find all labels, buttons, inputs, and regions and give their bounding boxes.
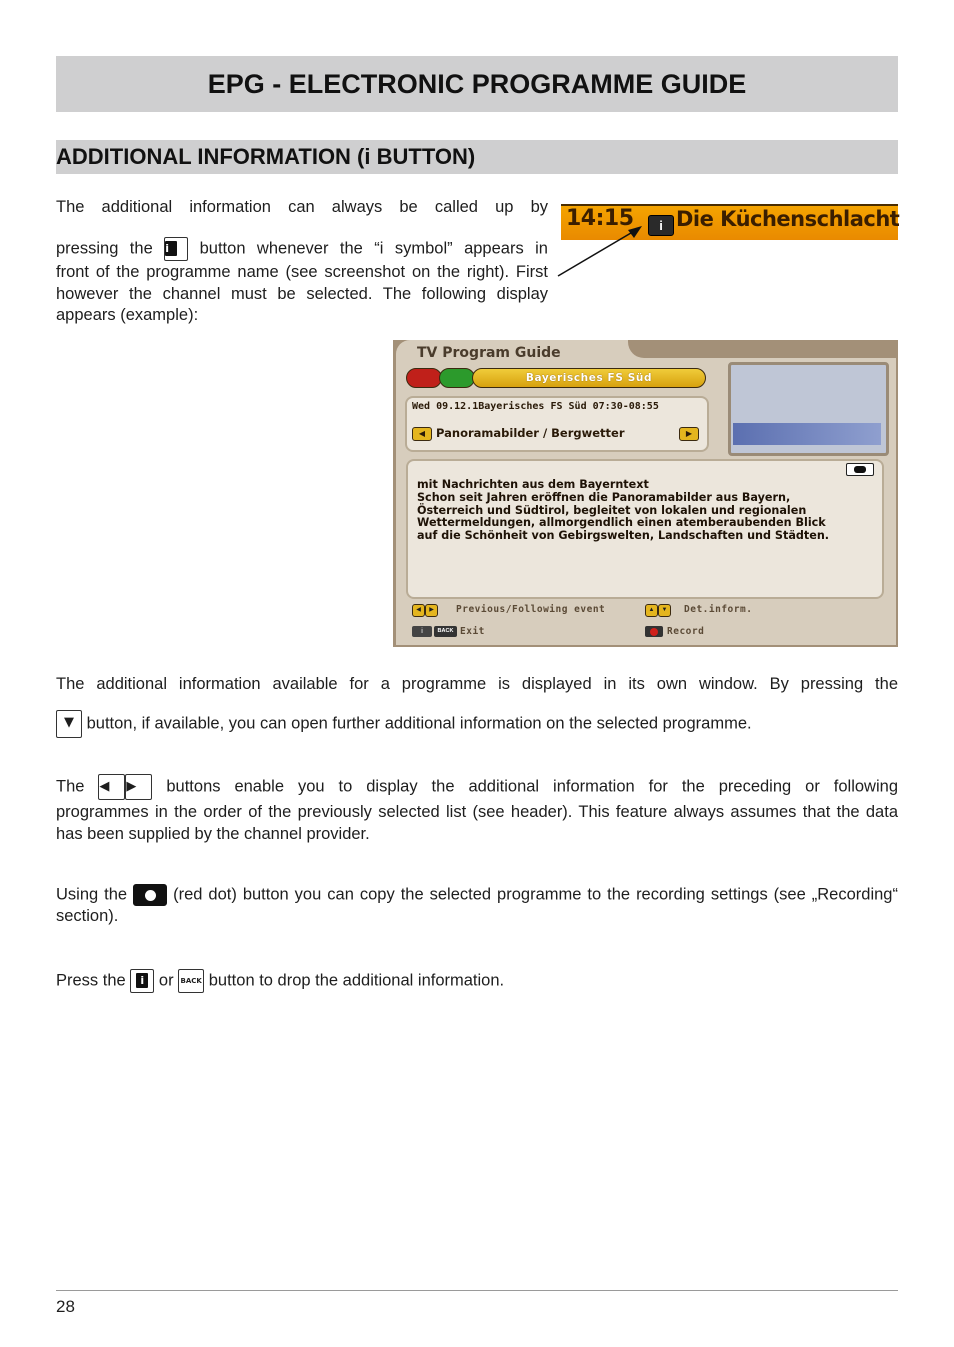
intro-line-2 — [56, 237, 548, 261]
red-button-icon — [406, 368, 442, 388]
footer-down-icon: ▼ — [658, 604, 671, 617]
footer-divider — [56, 1290, 898, 1291]
para3-rest: programmes in the order of the previously selected list (see header). This feature always assumes that the data has been supplied by the channel provider. — [56, 803, 898, 843]
footer-prev-next-label: Previous/Following event — [456, 604, 606, 615]
footer-right-icon: ▶ — [425, 604, 438, 617]
programme-date-time: Wed 09.12.1Bayerisches FS Süd 07:30-08:55 — [412, 401, 659, 412]
para2-line-2 — [56, 710, 898, 738]
info-key-icon: i — [164, 237, 188, 261]
footer-back-key-icon: BACK — [434, 626, 457, 637]
channel-name-bar: Bayerisches FS Süd — [472, 368, 706, 388]
pointer-arrow-icon — [556, 222, 652, 280]
page-number: 28 — [56, 1297, 75, 1316]
strip-time: 14:15 — [566, 206, 634, 231]
intro-line-2-pre: pressing the — [56, 239, 153, 258]
down-key-icon: ▼ — [56, 710, 82, 738]
intro-line-3: front of the programme name (see screenshot on the right). First however the channel must be selected. The following display appears (example): — [56, 263, 548, 324]
intro-line-2-post: button whenever the “i symbol” appears in — [199, 239, 548, 258]
back-key-icon: BACK — [178, 969, 204, 993]
record-key-icon — [133, 884, 167, 906]
para5: Press the i or BACK button to drop the additional information. — [56, 969, 898, 993]
intro-line-1: The additional information can always be called up by — [56, 198, 548, 216]
left-right-keys — [98, 777, 152, 795]
para2-line-2-text: button, if available, you can open further additional information on the selected programme. — [86, 714, 752, 733]
left-key-icon: ◀ — [98, 774, 125, 800]
programme-description: mit Nachrichten aus dem Bayerntext Schon seit Jahren eröffnen die Panoramabilder aus Bayern, Österreich und Südtirol, begleitet von lokalen und regionalen Wettermeldungen, allmorgendlich einen atemberaubenden Blick auf die Schönheit von Gebirgswelten, Landschaften und Städten. — [417, 478, 830, 543]
footer-record-label: Record — [667, 626, 705, 637]
subtitle-icon — [846, 463, 874, 476]
footer-det-inform-label: Det.inform. — [684, 604, 753, 615]
footer-left-icon: ◀ — [412, 604, 425, 617]
strip-programme-name: Die Küchenschlacht — [676, 207, 900, 231]
footer-up-icon: ▲ — [645, 604, 658, 617]
chapter-title: EPG - ELECTRONIC PROGRAMME GUIDE — [207, 69, 747, 99]
footer-record-icon — [645, 626, 663, 637]
footer-info-key-icon: i — [412, 626, 432, 637]
info-symbol-icon: i — [648, 215, 674, 236]
footer-exit-label: Exit — [460, 626, 485, 637]
next-arrow-icon: ▶ — [679, 427, 699, 441]
right-key-icon: ▶ — [125, 774, 152, 800]
info-key-icon-2: i — [130, 969, 154, 993]
para4: Using the (red dot) button you can copy the selected programme to the recording settings (see „Recording“ section). — [56, 885, 898, 925]
para3-line-1: The ◀ ▶ buttons enable you to display the additional information for the preceding or following — [56, 774, 898, 800]
section-title: ADDITIONAL INFORMATION (i BUTTON) — [56, 144, 476, 169]
prev-arrow-icon: ◀ — [412, 427, 432, 441]
video-preview-band — [733, 423, 881, 445]
green-button-icon — [439, 368, 475, 388]
tv-guide-title: TV Program Guide — [417, 345, 561, 361]
tv-panel-tab — [628, 340, 898, 358]
para2-line-1: The additional information available for a programme is displayed in its own window. By pressing the — [56, 675, 898, 693]
programme-title: Panoramabilder / Bergwetter — [436, 426, 625, 440]
